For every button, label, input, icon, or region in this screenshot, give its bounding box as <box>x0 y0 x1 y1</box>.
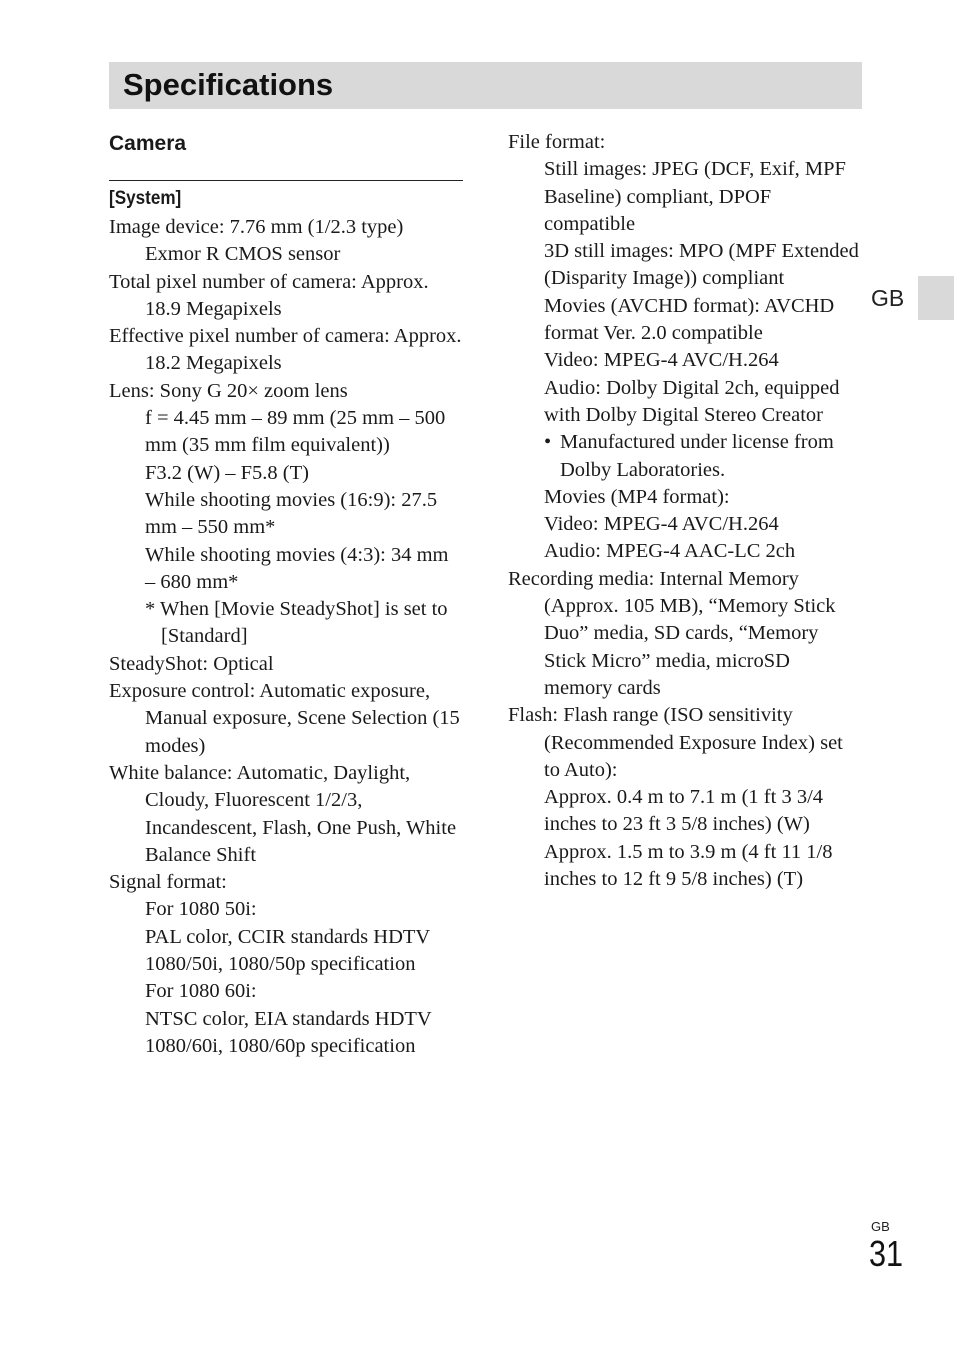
spec-text: Manufactured under license from Dolby Laboratories. <box>560 431 834 481</box>
spec-item: Signal format: <box>109 871 227 894</box>
spec-item: Effective pixel number of camera: Approx. 18.2 Megapixels <box>109 325 462 375</box>
spec-sub: 3D still images: MPO (MPF Extended (Disparity Image)) compliant <box>544 240 859 290</box>
left-column <box>109 130 463 1060</box>
spec-item: Image device: 7.76 mm (1/2.3 type) Exmor R CMOS sensor <box>109 216 404 266</box>
spec-sub: For 1080 60i: <box>145 980 257 1003</box>
footer-lang: GB <box>871 1219 890 1234</box>
spec-item: Exposure control: Automatic exposure, Manual exposure, Scene Selection (15 modes) <box>109 680 460 757</box>
title-bar <box>109 62 862 109</box>
spec-sub: Movies (AVCHD format): AVCHD format Ver. 2.0 compatible <box>544 294 835 345</box>
spec-sub: Still images: JPEG (DCF, Exif, MPF Baseline) compliant, DPOF compatible <box>544 158 846 235</box>
spec-sub: Video: MPEG-4 AVC/H.264 <box>544 349 779 372</box>
spec-note: * When [Movie SteadyShot] is set to [Standard] <box>145 598 448 648</box>
spec-sub: Audio: Dolby Digital 2ch, equipped with Dolby Digital Stereo Creator <box>544 376 840 426</box>
side-tab-label: GB <box>871 285 905 311</box>
spec-sub: Video: MPEG-4 AVC/H.264 <box>544 513 779 536</box>
spec-item: Flash: Flash range (ISO sensitivity (Recommended Exposure Index) set to Auto): <box>508 704 843 781</box>
section-heading-camera: Camera <box>109 132 187 155</box>
spec-sub: Approx. 1.5 m to 3.9 m (4 ft 11 1/8 inches to 12 ft 9 5/8 inches) (T) <box>544 840 833 891</box>
spec-sub: F3.2 (W) – F5.8 (T) <box>145 461 309 484</box>
spec-sub: Audio: MPEG-4 AAC-LC 2ch <box>544 540 796 563</box>
bullet-icon: • <box>544 431 552 454</box>
spec-bullet <box>508 429 860 484</box>
side-tab <box>918 276 954 320</box>
section-divider <box>109 180 463 181</box>
spec-item: Recording media: Internal Memory (Approx. 105 MB), “Memory Stick Duo” media, SD cards, “Memory Stick Micro” media, microSD memory cards <box>508 567 836 699</box>
spec-sub: Movies (MP4 format): <box>544 485 730 508</box>
page-title: Specifications <box>123 67 334 102</box>
spec-sub: While shooting movies (4:3): 34 mm – 680 mm* <box>145 543 449 593</box>
right-column <box>508 129 860 893</box>
spec-item: SteadyShot: Optical <box>109 652 274 675</box>
spec-sub: PAL color, CCIR standards HDTV 1080/50i, 1080/50p specification <box>145 925 430 976</box>
spec-item: White balance: Automatic, Daylight, Cloudy, Fluorescent 1/2/3, Incandescent, Flash, One Push, White Balance Shift <box>109 761 457 866</box>
spec-sub: Approx. 0.4 m to 7.1 m (1 ft 3 3/4 inches to 23 ft 3 5/8 inches) (W) <box>544 786 824 836</box>
left-spec-list <box>109 214 463 1060</box>
page-number: 31 <box>869 1233 904 1274</box>
spec-item: Total pixel number of camera: Approx. 18.9 Megapixels <box>109 270 429 320</box>
spec-item: Lens: Sony G 20× zoom lens <box>109 379 348 402</box>
spec-sub: For 1080 50i: <box>145 898 257 921</box>
right-spec-list <box>508 129 860 893</box>
spec-item: File format: <box>508 131 606 153</box>
spec-sub: NTSC color, EIA standards HDTV 1080/60i, 1080/60p specification <box>145 1007 432 1057</box>
subsection-heading-system: [System] <box>109 188 182 209</box>
spec-sub: f = 4.45 mm – 89 mm (25 mm – 500 mm (35 mm film equivalent)) <box>145 407 446 457</box>
spec-sub: While shooting movies (16:9): 27.5 mm – 550 mm* <box>145 488 438 539</box>
